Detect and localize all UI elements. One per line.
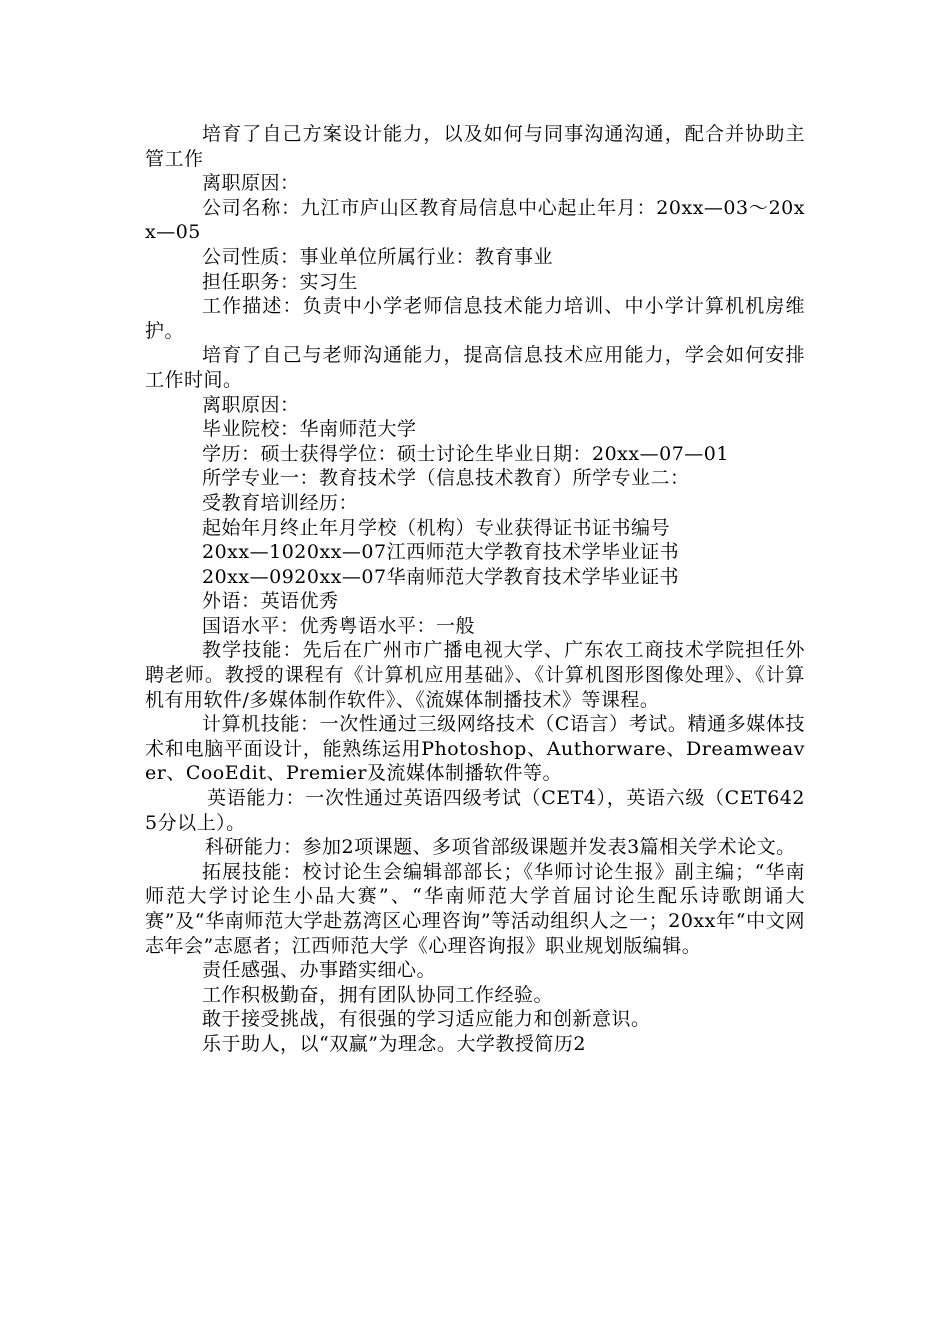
paragraph-job-description: 工作描述：负责中小学老师信息技术能力培训、中小学计算机机房维护。 [145, 295, 805, 342]
paragraph-mandarin-level: 国语水平：优秀粤语水平：一般 [202, 614, 476, 637]
paragraph-education-row-1: 20xx—1020xx—07江西师范大学教育技术学毕业证书 [202, 541, 680, 564]
paragraph-company-type: 公司性质：事业单位所属行业：教育事业 [202, 245, 554, 268]
paragraph-education-row-2: 20xx—0920xx—07华南师范大学教育技术学毕业证书 [202, 565, 680, 588]
paragraph-education-columns: 起始年月终止年月学校（机构）专业获得证书证书编号 [202, 516, 671, 539]
paragraph-company-name: 公司名称：九江市庐山区教育局信息中心起止年月：20xx—03～20xx—05 [145, 196, 805, 244]
paragraph-trait-helpful: 乐于助人，以“双赢”为理念。大学教授简历2 [202, 1032, 587, 1055]
paragraph-english-ability: 英语能力：一次性通过英语四级考试（CET4），英语六级（CET6425分以上）。 [145, 787, 805, 834]
paragraph-school: 毕业院校：华南师范大学 [202, 418, 417, 441]
paragraph-position: 担任职务：实习生 [202, 270, 359, 293]
paragraph-research-ability: 科研能力：参加2项课题、多项省部级课题并发表3篇相关学术论文。 [205, 836, 796, 859]
paragraph-computer-skills: 计算机技能：一次性通过三级网络技术（C语言）考试。精通多媒体技术和电脑平面设计，能熟练运用Photoshop、Authorware、Dreamweaver、CooEdit、Premier及流媒体制播软件等。 [145, 713, 805, 785]
paragraph-skill-growth: 培育了自己与老师沟通能力，提高信息技术应用能力，学会如何安排工作时间。 [145, 344, 805, 391]
paragraph-education-heading: 受教育培训经历： [202, 491, 359, 514]
paragraph-major: 所学专业一：教育技术学（信息技术教育）所学专业二： [202, 467, 690, 490]
paragraph-leave-reason-2: 离职原因： [202, 393, 300, 416]
paragraph-trait-responsibility: 责任感强、办事踏实细心。 [202, 959, 437, 982]
paragraph-skill-summary: 培育了自己方案设计能力，以及如何与同事沟通沟通，配合并协助主管工作 [145, 123, 805, 170]
paragraph-foreign-language: 外语：英语优秀 [202, 590, 339, 613]
paragraph-leave-reason-1: 离职原因： [202, 172, 300, 195]
paragraph-teaching-skills: 教学技能：先后在广州市广播电视大学、广东农工商技术学院担任外聘老师。教授的课程有《计算机应用基础》、《计算机图形图像处理》、《计算机有用软件/多媒体制作软件》、《流媒体制播技术》等课程。 [145, 639, 805, 711]
document-body [145, 122, 805, 1057]
paragraph-trait-challenge: 敢于接受挑战，有很强的学习适应能力和创新意识。 [202, 1008, 651, 1031]
paragraph-extended-skills: 拓展技能：校讨论生会编辑部部长；《华师讨论生报》副主编；“华南师范大学讨论生小品大赛”、“华南师范大学首届讨论生配乐诗歌朗诵大赛”及“华南师范大学赴荔湾区心理咨询”等活动组织人之一；20xx年“中文网志年会”志愿者；江西师范大学《心理咨询报》职业规划版编辑。 [145, 860, 805, 957]
paragraph-trait-diligence: 工作积极勤奋，拥有团队协同工作经验。 [202, 983, 554, 1006]
paragraph-degree: 学历：硕士获得学位：硕士讨论生毕业日期：20xx—07—01 [202, 442, 729, 465]
